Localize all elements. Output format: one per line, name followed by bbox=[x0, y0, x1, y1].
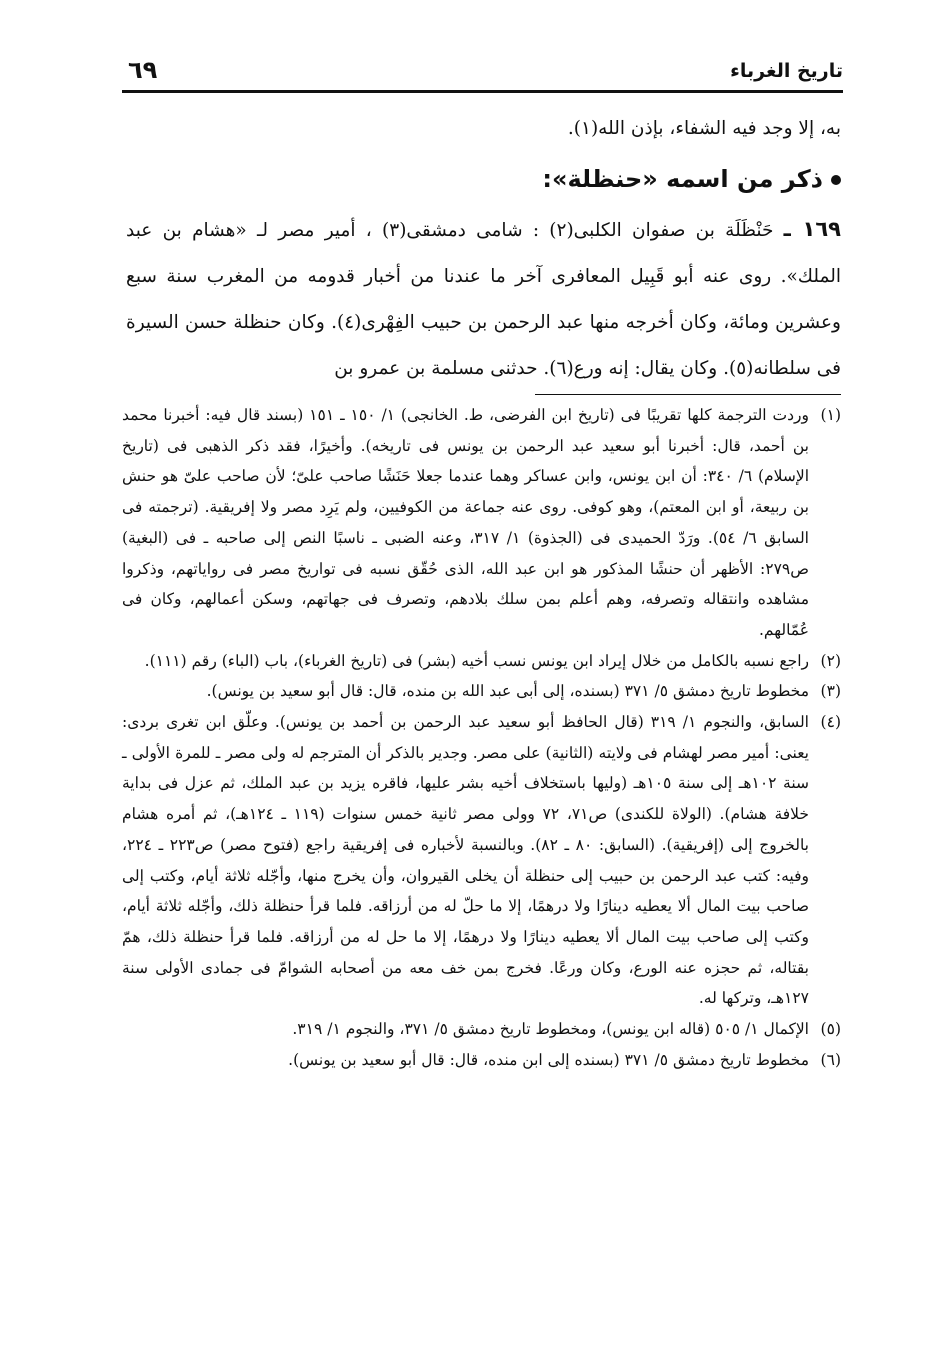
section-heading-text: ذكر من اسمه «حنظلة»: bbox=[542, 165, 823, 193]
footnote-text: مخطوط تاريخ دمشق ٥/ ٣٧١ (بسنده، إلى أبى عبد الله بن منده، قال: قال أبو سعيد بن يونس). bbox=[206, 682, 809, 701]
footnote-marker: (٦) bbox=[820, 1050, 841, 1069]
section-heading bbox=[126, 152, 841, 206]
entry-number: ١٦٩ ـ bbox=[783, 217, 841, 241]
footnote-marker: (٣) bbox=[820, 682, 841, 701]
footnote-text: مخطوط تاريخ دمشق ٥/ ٣٧١ (بسنده إلى ابن منده، قال: قال أبو سعيد بن يونس). bbox=[288, 1050, 809, 1069]
footnote-text: السابق، والنجوم ١/ ٣١٩ (قال الحافظ أبو سعيد عبد الرحمن بن أحمد بن يونس). وعلّق ابن تغرى بردى: يعنى: أمير مصر لهشام فى ولايته (الثانية) على مصر. وجدير بالذكر أن المترجم له ولى مصر ـ للمرة الأولى ـ سنة ١٠٢هـ إلى سنة ١٠٥هـ (وليها باستخلاف أخيه بشر عليها، فاقره يزيد بن عبد الملك، ثم عزل فى بداية خلافة هشام). (الولاة للكندى) ص٧١، ٧٢ وولى مصر ثانية خمس سنوات (١١٩ ـ ١٢٤هـ)، ثم أمره هشام بالخروج إلى (إفريقية). (السابق: ٨٠ ـ ٨٢). وبالنسبة لأخباره فى إفريقية راجع (فتوح مصر) ص٢٢٣ ـ ٢٢٤، وفيه: كتب عبد الرحمن بن حبيب إلى حنظلة أن يخلى القيروان، وأن يخرج منها، وأجّله ثلاثة أيام، وكتب إلى صاحب بيت المال ألا يعطيه دينارًا ولا درهمًا، إلا ما حلّ له من أرزاقه. فلما قرأ حنظلة ذلك، وأجّله ثلاثة أيام، وكتب إلى صاحب بيت المال ألا يعطيه دينارًا ولا درهمًا، إلا ما حل له من أرزاقه. فلما قرأ حنظلة ذلك، همّ بقتاله، ثم حجزه عنه الورع، وكان ورعًا. فخرج بمن خف معه من أصحابه الشوامّ فى جمادى الأولى سنة ١٢٧هـ، وتركها له. bbox=[122, 713, 810, 1008]
main-text bbox=[126, 106, 841, 392]
footnote-separator bbox=[535, 394, 841, 395]
page-number: ٦٩ bbox=[128, 56, 158, 84]
running-title: تاريخ الغرباء bbox=[730, 60, 843, 82]
footnote-3 bbox=[122, 676, 841, 707]
footnote-text: الإكمال ١/ ٥٠٥ (قاله ابن يونس)، ومخطوط تاريخ دمشق ٥/ ٣٧١، والنجوم ١/ ٣١٩. bbox=[292, 1020, 809, 1039]
footnote-marker: (٥) bbox=[820, 1020, 841, 1039]
footnote-5 bbox=[122, 1014, 841, 1045]
footnote-text: راجع نسبه بالكامل من خلال إيراد ابن يونس نسب أخيه (بشر) فى (تاريخ الغرباء)، باب (الباء) رقم (١١١). bbox=[144, 651, 809, 670]
footnote-4 bbox=[122, 707, 841, 1014]
footnote-marker: (٢) bbox=[820, 651, 841, 670]
entry-text: حَنْظَلَة بن صفوان الكلبى(٢) : شامى دمشقى(٣) ، أمير مصر لـ «هشام بن عبد الملك». روى عنه أبو قَبِيل المعافرى آخر ما عندنا من أخبار قدومه من المغرب سنة سبع وعشرين ومائة، وكان أخرجه منها عبد الرحمن بن حبيب الفِهْرى(٤). وكان حنظلة حسن السيرة فى سلطانه(٥). وكان يقال: إنه ورع(٦). حدثنى مسلمة بن عمرو بن bbox=[126, 220, 841, 379]
footnote-1 bbox=[122, 400, 841, 646]
footnote-marker: (١) bbox=[820, 406, 841, 424]
footnote-6 bbox=[122, 1045, 841, 1076]
bullet-icon bbox=[831, 175, 841, 185]
carryover-line: به، إلا وجد فيه الشفاء، بإذن الله(١). bbox=[567, 118, 841, 139]
footnote-marker: (٤) bbox=[820, 713, 841, 732]
footnote-2 bbox=[122, 646, 841, 677]
footnote-text: وردت الترجمة كلها تقريبًا فى (تاريخ ابن الفرضى، ط. الخانجى) ١/ ١٥٠ ـ ١٥١ (بسند قال فيه: أخبرنا محمد بن أحمد، قال: أخبرنا أبو سعيد عبد الرحمن بن يونس فى تاريخه). وأخيرًا، فقد ذكر الذهبى فى (تاريخ الإسلام) ٦/ ٣٤٠: أن ابن يونس، وابن عساكر وهما عندما جعلا حَنَشًا صاحب علىّ؛ لأن صاحب علىّ هو حنش بن ربيعة، أو ابن المعتم)، وهو كوفى. روى عنه جماعة من الكوفيين، ولم يَرِد مصر ولا إفريقية. (ترجمته فى السابق ٦/ ٥٤). ورَدّ الحميدى فى (الجذوة) ١/ ٣١٧، وعنه الضبى ـ ناسبًا النص إلى صاحبه ـ فى (البغية) ص٢٧٩: الأظهر أن حنشًا المذكور هو ابن عبد الله، الذى حُقّق نسبه فى تواريخ مصر فى رواياتهم، وذكروا مشاهده وانتقاله وتصرفه، وهم أعلم بمن سلك بلادهم، وتصرف فى جهاتهم، وسكن أعمالهم، وكان فى عُمّالهم. bbox=[122, 406, 810, 639]
entry-paragraph bbox=[126, 206, 841, 392]
footnotes bbox=[122, 400, 841, 1075]
running-header bbox=[122, 54, 843, 93]
